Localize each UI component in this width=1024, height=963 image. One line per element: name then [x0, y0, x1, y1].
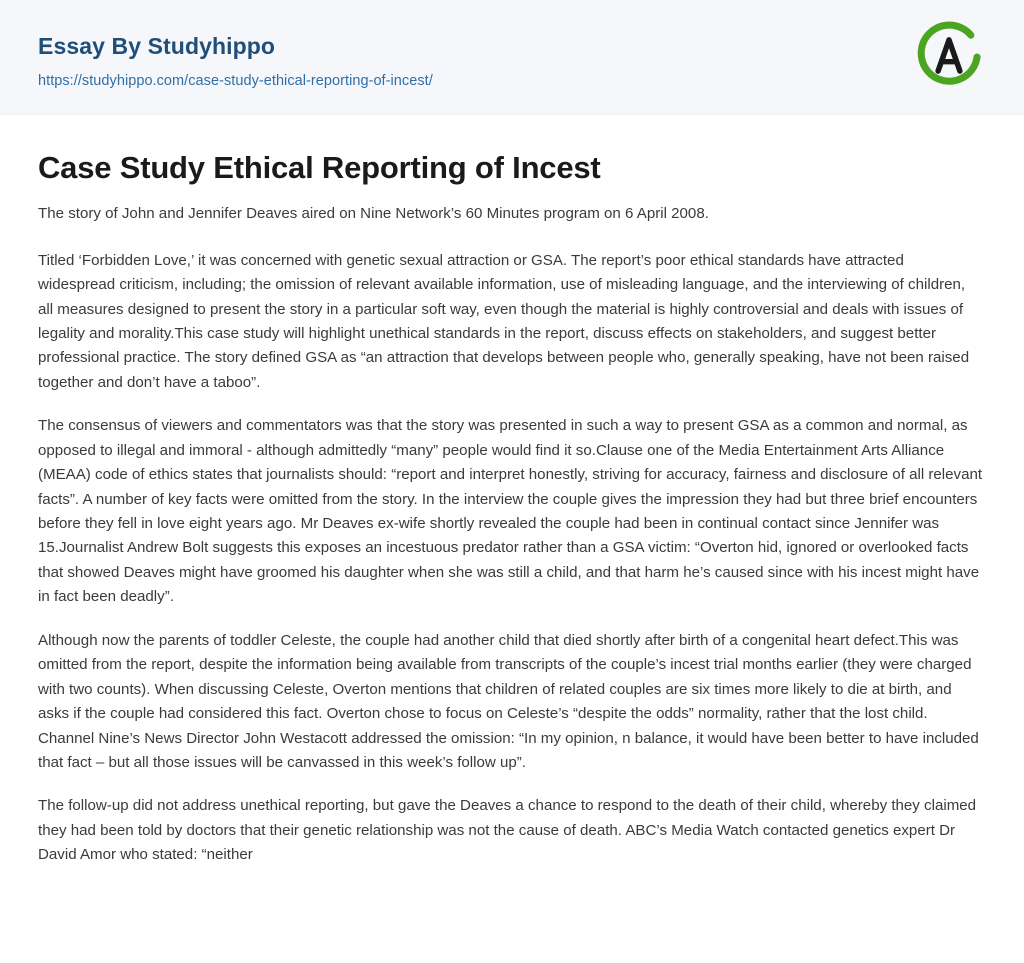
article-body — [0, 115, 1024, 868]
site-header — [0, 0, 1024, 115]
article-paragraph: The follow-up did not address unethical reporting, but gave the Deaves a chance to respond to the death of their child, whereby they claimed they had been told by doctors that their genetic relationship was not the cause of death. ABC’s Media Watch contacted genetics expert Dr David Amor who stated: “neither — [38, 797, 977, 864]
article-paragraph: Although now the parents of toddler Celeste, the couple had another child that died shortly after birth of a congenital heart defect.This was omitted from the report, despite the information being available from transcripts of the couple’s incest trial months earlier (they were charged with two counts). When discussing Celeste, Overton mentions that children of related couples are six times more likely to die at birth, and asks if the couple had considered this fact. Overton chose to focus on Celeste’s “despite the odds” normality, rather that the lost child. Channel Nine’s News Director John Westacott addressed the omission: “In my opinion, n balance, it would have been better to have included that fact – but all those issues will be canvassed in this week’s follow up”. — [38, 631, 979, 771]
studyhippo-logo-icon — [910, 18, 988, 96]
brand-title — [38, 34, 984, 59]
page-title: Case Study Ethical Reporting of Incest — [38, 150, 601, 185]
brand-name: Studyhippo — [147, 33, 276, 59]
article-paragraph: The consensus of viewers and commentators was that the story was presented in such a way to present GSA as a common and normal, as opposed to illegal and immoral - although admittedly “many” people would find it so.Clause one of the Media Entertainment Arts Alliance (MEAA) code of ethics states that journalists should: “report and interpret honestly, striving for accuracy, fairness and disclosure of all relevant facts”. A number of key facts were omitted from the story. In the interview the couple gives the impression they had but three brief encounters before they fell in love eight years ago. Mr Deaves ex-wife shortly revealed the couple had been in continual contact since Jennifer was 15.Journalist Andrew Bolt suggests this exposes an incestuous predator rather than a GSA victim: “Overton hid, ignored or overlooked facts that showed Deaves might have groomed his daughter when she was still a child, and that harm he’s caused since with his incest might have in fact been deadly”. — [38, 417, 983, 606]
brand-prefix: Essay By — [38, 33, 148, 59]
article-paragraph: Titled ‘Forbidden Love,’ it was concerned with genetic sexual attraction or GSA. The report’s poor ethical standards have attracted widespread criticism, including; the omission of relevant available information, use of misleading language, and the interviewing of children, all measures designed to present the story in a particular soft way, even though the material is highly controversial and deals with issues of legality and morality.This case study will highlight unethical standards in the report, discuss effects on stakeholders, and suggest better professional practice. The story defined GSA as “an attraction that develops between people who, generally speaking, have not been raised together and don’t have a taboo”. — [38, 251, 970, 391]
article-paragraph: The story of John and Jennifer Deaves aired on Nine Network’s 60 Minutes program on 6 April 2008. — [38, 205, 709, 223]
source-url[interactable]: https://studyhippo.com/case-study-ethical-reporting-of-incest/ — [38, 73, 433, 90]
